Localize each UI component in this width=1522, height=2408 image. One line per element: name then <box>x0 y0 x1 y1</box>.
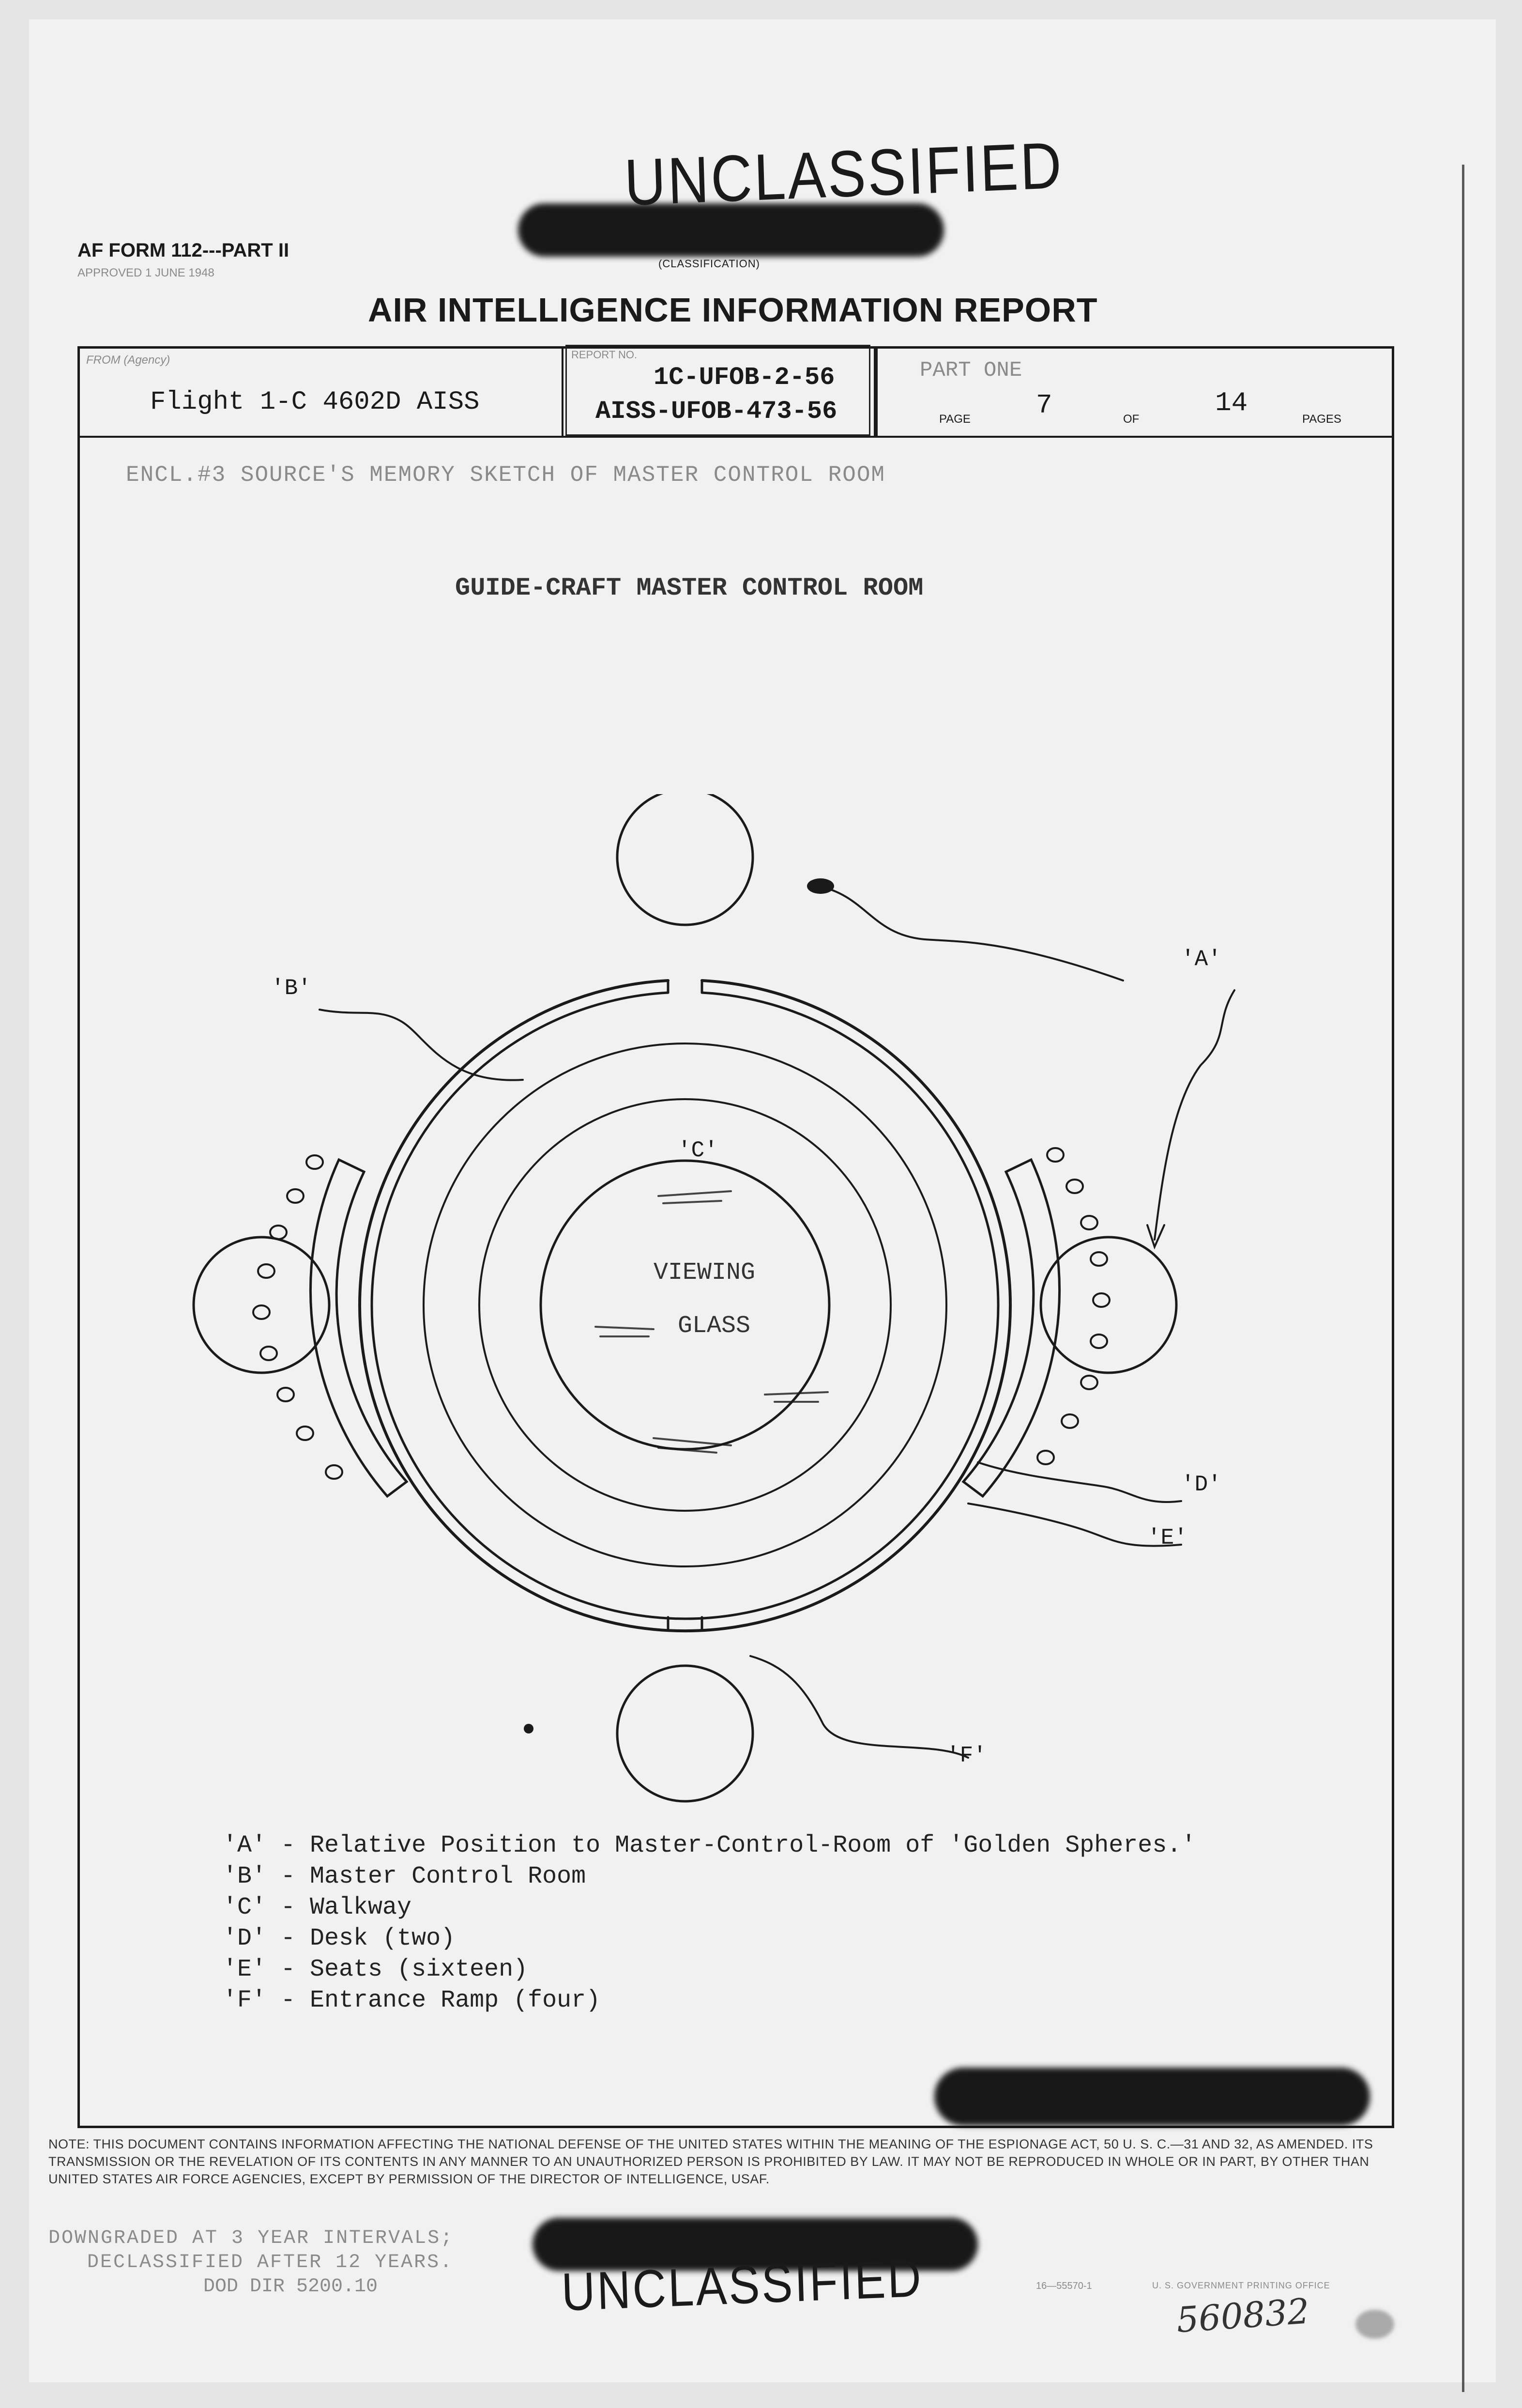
leader-a-top <box>818 886 1123 981</box>
dod-dir: DOD DIR 5200.10 <box>203 2276 378 2298</box>
golden-sphere-bottom <box>617 1666 753 1801</box>
pages-label: PAGES <box>1302 413 1341 426</box>
legend-item-a: 'A' - Relative Position to Master-Control-Room of 'Golden Spheres.' <box>223 1832 1196 1859</box>
legend <box>223 1830 1196 2016</box>
report-no-line2: AISS-UFOB-473-56 <box>595 397 837 426</box>
info-divider-1 <box>562 346 563 437</box>
print-code: 16—55570-1 <box>1036 2281 1092 2291</box>
enclosure-line: ENCL.#3 SOURCE'S MEMORY SKETCH OF MASTER CONTROL ROOM <box>126 462 886 488</box>
handwritten-number: 560832 <box>1175 2290 1311 2341</box>
redaction-smear-right <box>934 2068 1370 2126</box>
printer-line: U. S. GOVERNMENT PRINTING OFFICE <box>1152 2281 1330 2290</box>
label-c: 'C' <box>678 1138 718 1163</box>
form-approved: APPROVED 1 JUNE 1948 <box>77 266 214 279</box>
golden-sphere-right <box>1041 1237 1176 1373</box>
form-id: AF FORM 112---PART II <box>77 240 289 261</box>
report-no-line1: 1C-UFOB-2-56 <box>654 363 835 392</box>
downgrade-line-2: DECLASSIFIED AFTER 12 YEARS. <box>87 2252 454 2273</box>
security-notice: NOTE: THIS DOCUMENT CONTAINS INFORMATION AFFECTING THE NATIONAL DEFENSE OF THE UNITED STATES WITHIN THE MEANING OF THE ESPIONAGE ACT, 50 U. S. C.—31 AND 32, AS AMENDED. ITS TRANSMISSION OR THE REVELATION OF ITS CONTENTS IN ANY MANNER TO AN UNAUTHORIZED PERSON IS PROHIBITED BY LAW. IT MAY NOT BE REPRODUCED IN WHOLE OR IN PART, BY OTHER THAN UNITED STATES AIR FORCE AGENCIES, EXCEPT BY PERMISSION OF THE DIRECTOR OF INTELLIGENCE, USAF. <box>48 2137 1373 2186</box>
info-divider-2 <box>874 346 878 437</box>
outer-ring-outer <box>360 981 1010 1631</box>
report-title: AIR INTELLIGENCE INFORMATION REPORT <box>368 291 1098 329</box>
from-value: Flight 1-C 4602D AISS <box>150 387 480 417</box>
page-edge-line <box>1462 165 1464 2392</box>
total-pages: 14 <box>1215 387 1248 418</box>
downgrade-line-1: DOWNGRADED AT 3 YEAR INTERVALS; <box>48 2227 454 2249</box>
frame-left-line <box>77 346 80 2128</box>
viewing-glass-circle <box>541 1161 829 1449</box>
ink-blot <box>1355 2310 1394 2339</box>
part-label: PART ONE <box>920 358 1022 383</box>
of-label: OF <box>1123 413 1140 426</box>
leader-dot <box>807 878 834 894</box>
seats-right <box>1037 1148 1110 1464</box>
golden-sphere-top <box>617 794 753 925</box>
legend-item-b: 'B' - Master Control Room <box>223 1863 586 1890</box>
legend-item-f: 'F' - Entrance Ramp (four) <box>223 1987 601 2014</box>
report-no-label: REPORT NO. <box>571 349 638 361</box>
label-d: 'D' <box>1181 1472 1221 1497</box>
leader-d <box>978 1462 1181 1502</box>
info-row-bottom-line <box>77 436 1394 438</box>
legend-item-d: 'D' - Desk (two) <box>223 1925 456 1952</box>
outer-ring-inner <box>372 993 998 1619</box>
frame-right-line <box>1392 346 1394 2128</box>
legend-item-e: 'E' - Seats (sixteen) <box>223 1956 528 1983</box>
room-inner-ring <box>424 1043 946 1566</box>
label-b-top: 'B' <box>271 976 311 1001</box>
label-f: 'F' <box>946 1743 987 1768</box>
leader-a-right <box>1155 990 1234 1240</box>
classification-stamp-top: UNCLASSIFIED <box>623 128 1065 220</box>
viewing-label: VIEWING <box>654 1259 756 1287</box>
classification-stamp-bottom: UNCLASSIFIED <box>561 2248 924 2322</box>
ink-dot <box>524 1724 533 1733</box>
page-number: 7 <box>1036 390 1052 421</box>
frame-bottom-line <box>77 2126 1394 2128</box>
from-label: FROM (Agency) <box>86 353 170 367</box>
sketch-title: GUIDE-CRAFT MASTER CONTROL ROOM <box>455 574 924 602</box>
glass-label: GLASS <box>678 1312 751 1340</box>
leader-f <box>750 1656 968 1758</box>
document-page <box>29 19 1496 2382</box>
page-label: PAGE <box>939 413 971 426</box>
label-e: 'E' <box>1147 1525 1187 1550</box>
label-a: 'A' <box>1181 947 1221 972</box>
legend-item-c: 'C' - Walkway <box>223 1894 412 1921</box>
classification-caption: (CLASSIFICATION) <box>658 258 760 270</box>
